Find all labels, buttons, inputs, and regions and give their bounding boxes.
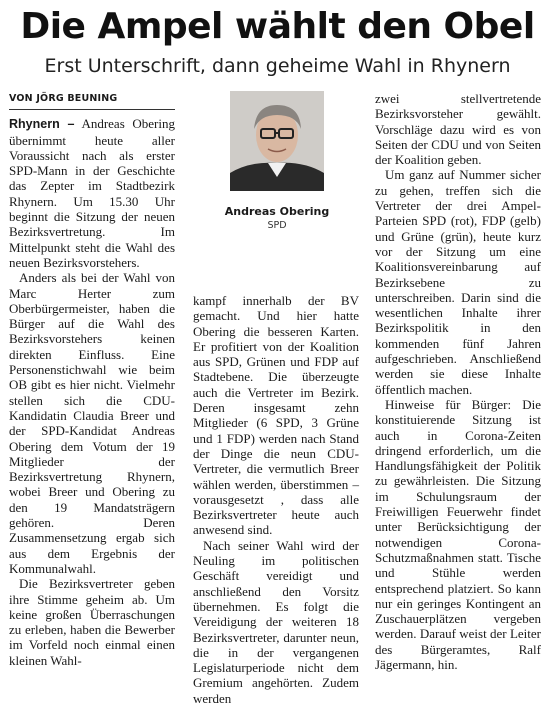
paragraph: Die Bezirksvertreter geben ihre Stimme geheim ab. Um keine großen Überraschungen zu erleben, haben die Bewerber im Vorfeld noch einmal einen kleinen Wahl-	[9, 576, 175, 668]
paragraph	[9, 116, 175, 270]
dateline: Rhynern –	[9, 117, 75, 132]
column-2	[193, 293, 359, 706]
subheadline: Erst Unterschrift, dann geheime Wahl in Rhynern	[44, 55, 511, 77]
column-3	[375, 91, 541, 672]
paragraph: kampf innerhalb der BV gemacht. Und hier hatte Obering die besseren Karten. Er profitiert von der Koalition aus SPD, Grünen und FDP auf Stadtebene. Die überzeugte auch die Vertreter im Bezirk. Deren insgesamt zehn Mitglieder (6 SPD, 3 Grüne und 1 FDP) werden nach Stand der Dinge die neun CDU-Vertreter, die vermutlich Breer wählen werden, überstimmen – vorausgesetzt , dass alle Bezirksvertreter heute auch anwesend sind.	[193, 293, 359, 538]
column-1	[9, 91, 175, 668]
paragraph: zwei stellvertretende Bezirksvorsteher gewählt. Vorschläge dazu wird es von Seiten der CDU und von Seiten der Koalition geben.	[375, 91, 541, 168]
paragraph: Um ganz auf Nummer sicher zu gehen, treffen sich die Vertreter der drei Ampel-Parteien SPD (rot), FDP (gelb) und Grüne (grün), heute kurz vor der Sitzung um eine Koalitionsvereinbarung auf Bezirksebene zu unterschreiben. Darin sind die wesentlichen Inhalte ihrer Bezirkspolitik in den kommenden fünf Jahren aufgeschrieben. Anschließend werden sie diese Inhalte öffentlich machen.	[375, 167, 541, 397]
photo-credit: SPD	[267, 220, 287, 231]
portrait-photo	[230, 91, 324, 191]
byline: VON JÖRG BEUNING	[9, 91, 175, 110]
photo-caption-name: Andreas Obering	[224, 205, 330, 218]
portrait-image	[230, 91, 324, 191]
headline: Die Ampel wählt den Obel	[20, 6, 535, 47]
paragraph: Hinweise für Bürger: Die konstituierende Sitzung ist auch in Corona-Zeiten dringend erforderlich, um die Handlungsfähigkeit der Politik zu gewährleisten. Die Sitzung im Schulungsraum der Freiwilligen Feuerwehr findet unter Berücksichtigung der notwendigen Corona-Schutzmaßnahmen statt. Tische und Stühle werden entsprechend platziert. So kann nur ein geringes Kontingent an Zuschauerplätzen vergeben werden. Darauf weist der Leiter des Bürgeramtes, Ralf Jägermann, hin.	[375, 396, 541, 672]
paragraph: Nach seiner Wahl wird der Neuling im politischen Geschäft vereidigt und anschließend den Vorsitz übernehmen. Es folgt die Vereidigung der weiteren 18 Bezirksvertreter, darunter neun, die in der vergangenen Legislaturperiode nicht dem Gremium angehörten. Zudem werden	[193, 537, 359, 706]
paragraph-text: Andreas Obering übernimmt heute aller Voraussicht nach als erster SPD-Mann in der Geschichte das Zepter im Stadtbezirk Rhynern. Um 15.30 Uhr beginnt die Sitzung der neuen Bezirksvertretung. Im Mittelpunkt steht die Wahl des neuen Bezirksvorstehers.	[9, 116, 175, 270]
paragraph: Anders als bei der Wahl von Marc Herter zum Oberbürgermeister, haben die Bürger auf die Wahl des Bezirksvorstehers keinen direkten Einfluss. Eine Personenstichwahl wie beim OB gibt es hier nicht. Vielmehr stellen sich die CDU-Kandidatin Claudia Breer und der SPD-Kandidat Andreas Obering dem Votum der 19 Mitglieder der Bezirksvertretung Rhynern, wobei Breer und Obering zu den 19 Mandatsträgern gehören. Deren Zusammensetzung ergab sich aus dem Ergebnis der Kommunalwahl.	[9, 270, 175, 576]
